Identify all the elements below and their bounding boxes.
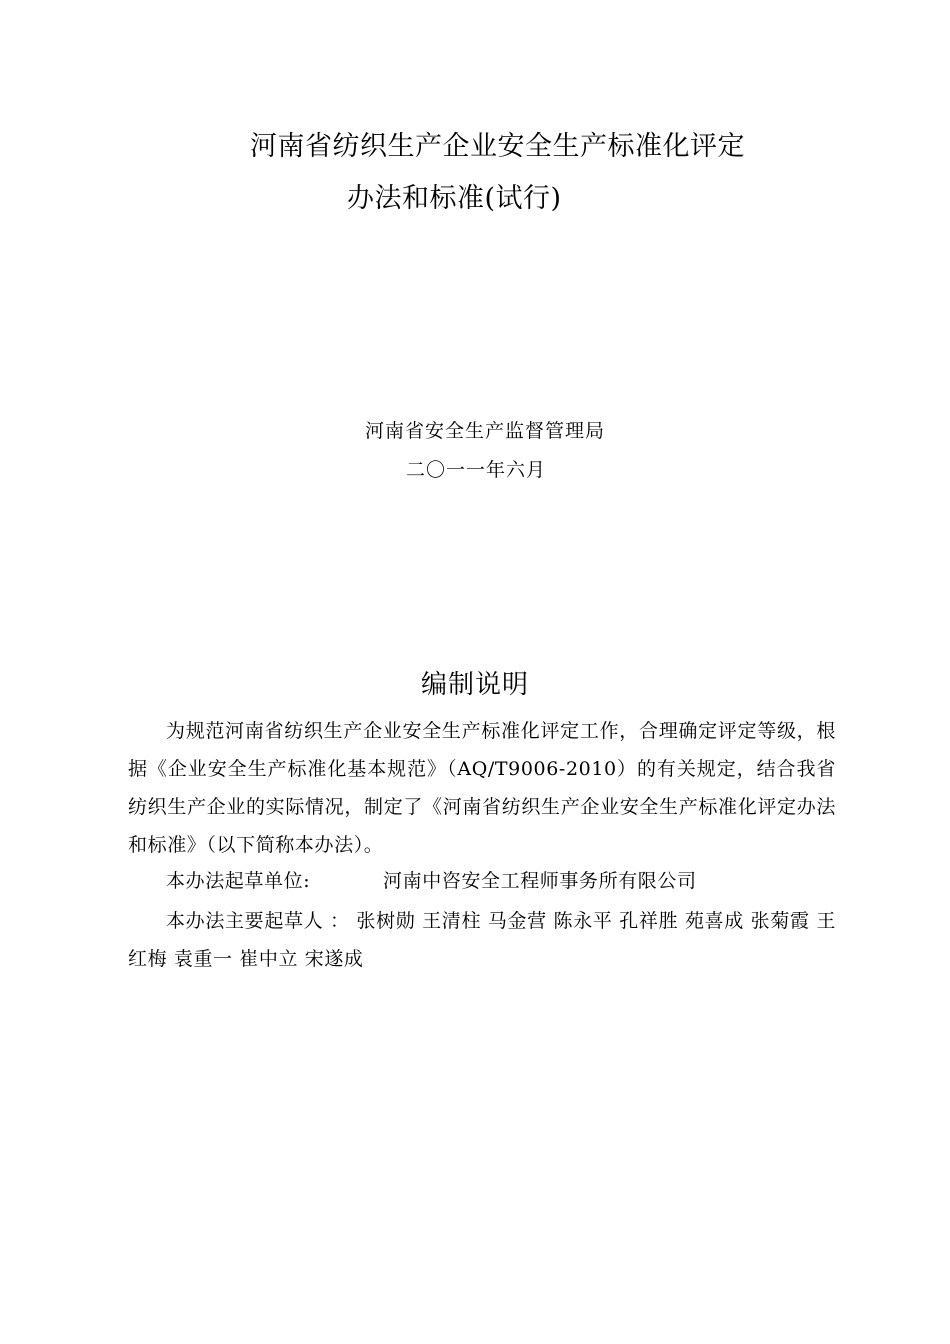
preface-paragraph: 为规范河南省纺织生产企业安全生产标准化评定工作，合理确定评定等级，根据《企业安全生产标准化基本规范》（AQ/T9006-2010）的有关规定，结合我省纺织生产企业的实际情况，制定了《河南省纺织生产企业安全生产标准化评定办法和标准》（以下简称本办法）。 xyxy=(128,720,836,856)
drafting-unit-value: 河南中咨安全工程师事务所有限公司 xyxy=(383,870,697,892)
issuer: 河南省安全生产监督管理局 xyxy=(365,420,606,442)
drafting-unit-label: 本办法起草单位: xyxy=(166,870,311,892)
preface-heading: 编制说明 xyxy=(420,670,529,700)
drafters-list: 本办法主要起草人 ： 张树勋 王清柱 马金营 陈永平 孔祥胜 苑喜成 张菊霞 王红梅 袁重一 崔中立 宋遂成 xyxy=(128,910,836,970)
document-title-line1: 河南省纺织生产企业安全生产标准化评定 xyxy=(250,131,745,162)
document-title-line2: 办法和标准(试行) xyxy=(347,183,562,214)
issue-date: 二〇一一年六月 xyxy=(406,459,547,481)
